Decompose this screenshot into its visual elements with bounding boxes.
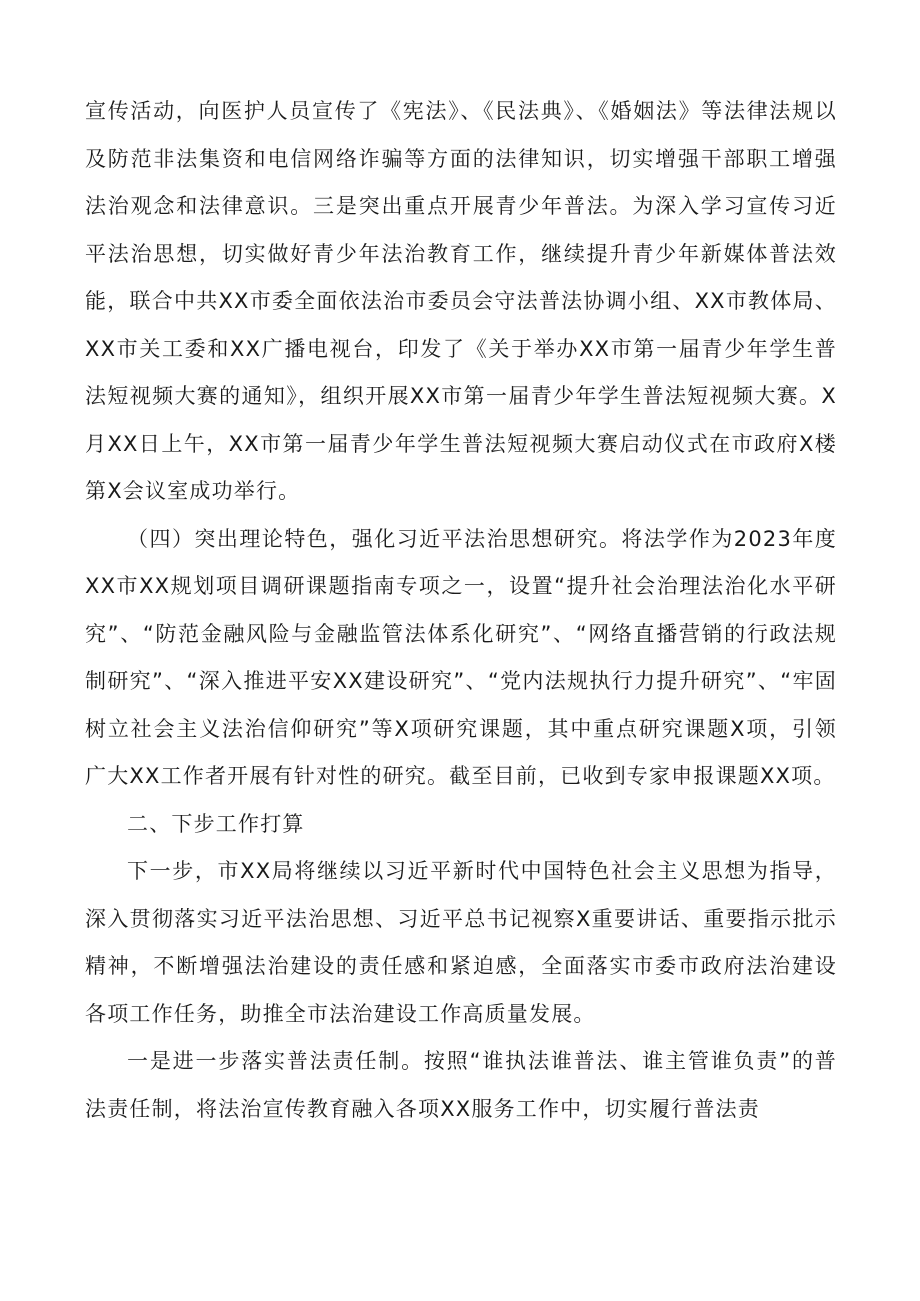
paragraph-next-step: 下一步，市XX局将继续以习近平新时代中国特色社会主义思想为指导，深入贯彻落实习近平法治思想、习近平总书记视察X重要讲话、重要指示批示精神，不断增强法治建设的责任感和紧迫感，全面落实市委市政府法治建设各项工作任务，助推全市法治建设工作高质量发展。 bbox=[85, 859, 837, 1026]
section-heading-next-steps: 二、下步工作打算 bbox=[127, 811, 305, 836]
paragraph-continuation: 宣传活动，向医护人员宣传了《宪法》、《民法典》、《婚姻法》等法律法规以及防范非法集资和电信网络诈骗等方面的法律知识，切实增强干部职工增强法治观念和法律意识。三是突出重点开展青少年普法。为深入学习宣传习近平法治思想，切实做好青少年法治教育工作，继续提升青少年新媒体普法效能，联合中共XX市委全面依法治市委员会守法普法协调小组、XX市教体局、XX市关工委和XX广播电视台，印发了《关于举办XX市第一届青少年学生普法短视频大赛的通知》，组织开展XX市第一届青少年学生普法短视频大赛。X月XX日上午，XX市第一届青少年学生普法短视频大赛启动仪式在市政府X楼第X会议室成功举行。 bbox=[85, 99, 837, 503]
paragraph-theory-research: （四）突出理论特色，强化习近平法治思想研究。将法学作为2023年度XX市XX规划项目调研课题指南专项之一，设置“提升社会治理法治化水平研究”、“防范金融风险与金融监管法体系化研究”、“网络直播营销的行政法规制研究”、“深入推进平安XX建设研究”、“党内法规执行力提升研究”、“牢固树立社会主义法治信仰研究”等X项研究课题，其中重点研究课题X项，引领广大XX工作者开展有针对性的研究。截至目前，已收到专家申报课题XX项。 bbox=[85, 526, 837, 788]
document-body bbox=[85, 88, 837, 1133]
paragraph-responsibility: 一是进一步落实普法责任制。按照“谁执法谁普法、谁主管谁负责”的普法责任制，将法治宣传教育融入各项XX服务工作中，切实履行普法责 bbox=[85, 1049, 837, 1121]
